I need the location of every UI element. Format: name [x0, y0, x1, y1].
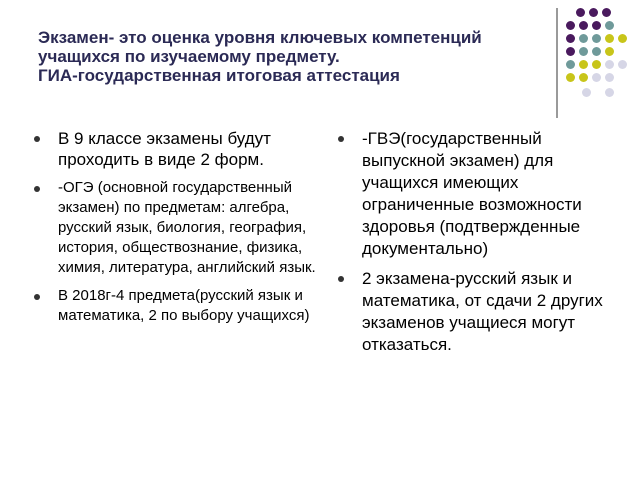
- title-line-3: ГИА-государственная итоговая аттестация: [38, 66, 400, 85]
- list-item: [30, 128, 318, 170]
- list-item-text: В 9 классе экзамены будут проходить в виде 2 форм.: [58, 129, 271, 169]
- dot: [592, 73, 601, 82]
- left-bullet-list: [30, 128, 318, 326]
- dot: [618, 34, 627, 43]
- bullet-icon: [338, 276, 344, 282]
- dot: [579, 73, 588, 82]
- bullet-icon: [338, 136, 344, 142]
- title-line-1: Экзамен- это оценка уровня ключевых компетенций: [38, 28, 482, 47]
- dot: [605, 47, 614, 56]
- slide-title: [38, 28, 558, 85]
- dot: [592, 47, 601, 56]
- right-column: [334, 128, 614, 364]
- dot: [566, 73, 575, 82]
- dot: [605, 60, 614, 69]
- dot: [566, 21, 575, 30]
- dot: [566, 47, 575, 56]
- bullet-icon: [34, 186, 40, 192]
- list-item: [334, 268, 614, 356]
- dot: [592, 21, 601, 30]
- dot: [618, 60, 627, 69]
- list-item: [334, 128, 614, 260]
- list-item-text: 2 экзамена-русский язык и математика, от сдачи 2 других экзаменов учащиеся могут отказаться.: [362, 269, 603, 354]
- left-column: [30, 128, 318, 334]
- list-item-text: В 2018г-4 предмета(русский язык и математика, 2 по выбору учащихся): [58, 287, 310, 324]
- right-bullet-list: [334, 128, 614, 356]
- dot: [592, 34, 601, 43]
- title-line-2: учащихся по изучаемому предмету.: [38, 47, 340, 66]
- dot: [579, 21, 588, 30]
- bullet-icon: [34, 136, 40, 142]
- dot: [592, 60, 601, 69]
- dot: [566, 60, 575, 69]
- dot: [579, 60, 588, 69]
- dot: [582, 88, 591, 97]
- divider-line: [556, 8, 558, 118]
- dot: [602, 8, 611, 17]
- dot: [566, 34, 575, 43]
- list-item-text: -ГВЭ(государственный выпускной экзамен) для учащихся имеющих ограниченные возможности здоровья (подтвержденные документально): [362, 129, 582, 258]
- dot: [589, 8, 598, 17]
- dot: [605, 73, 614, 82]
- list-item: [30, 178, 318, 278]
- dot: [605, 88, 614, 97]
- list-item: [30, 286, 318, 326]
- dot: [579, 34, 588, 43]
- list-item-text: -ОГЭ (основной государственный экзамен) по предметам: алгебра, русский язык, биология, география, история, обществознание, физика, химия, литература, английский язык.: [58, 179, 316, 276]
- dot: [605, 34, 614, 43]
- dot: [605, 21, 614, 30]
- dot: [576, 8, 585, 17]
- bullet-icon: [34, 294, 40, 300]
- dot: [579, 47, 588, 56]
- decorative-dots: [566, 8, 636, 108]
